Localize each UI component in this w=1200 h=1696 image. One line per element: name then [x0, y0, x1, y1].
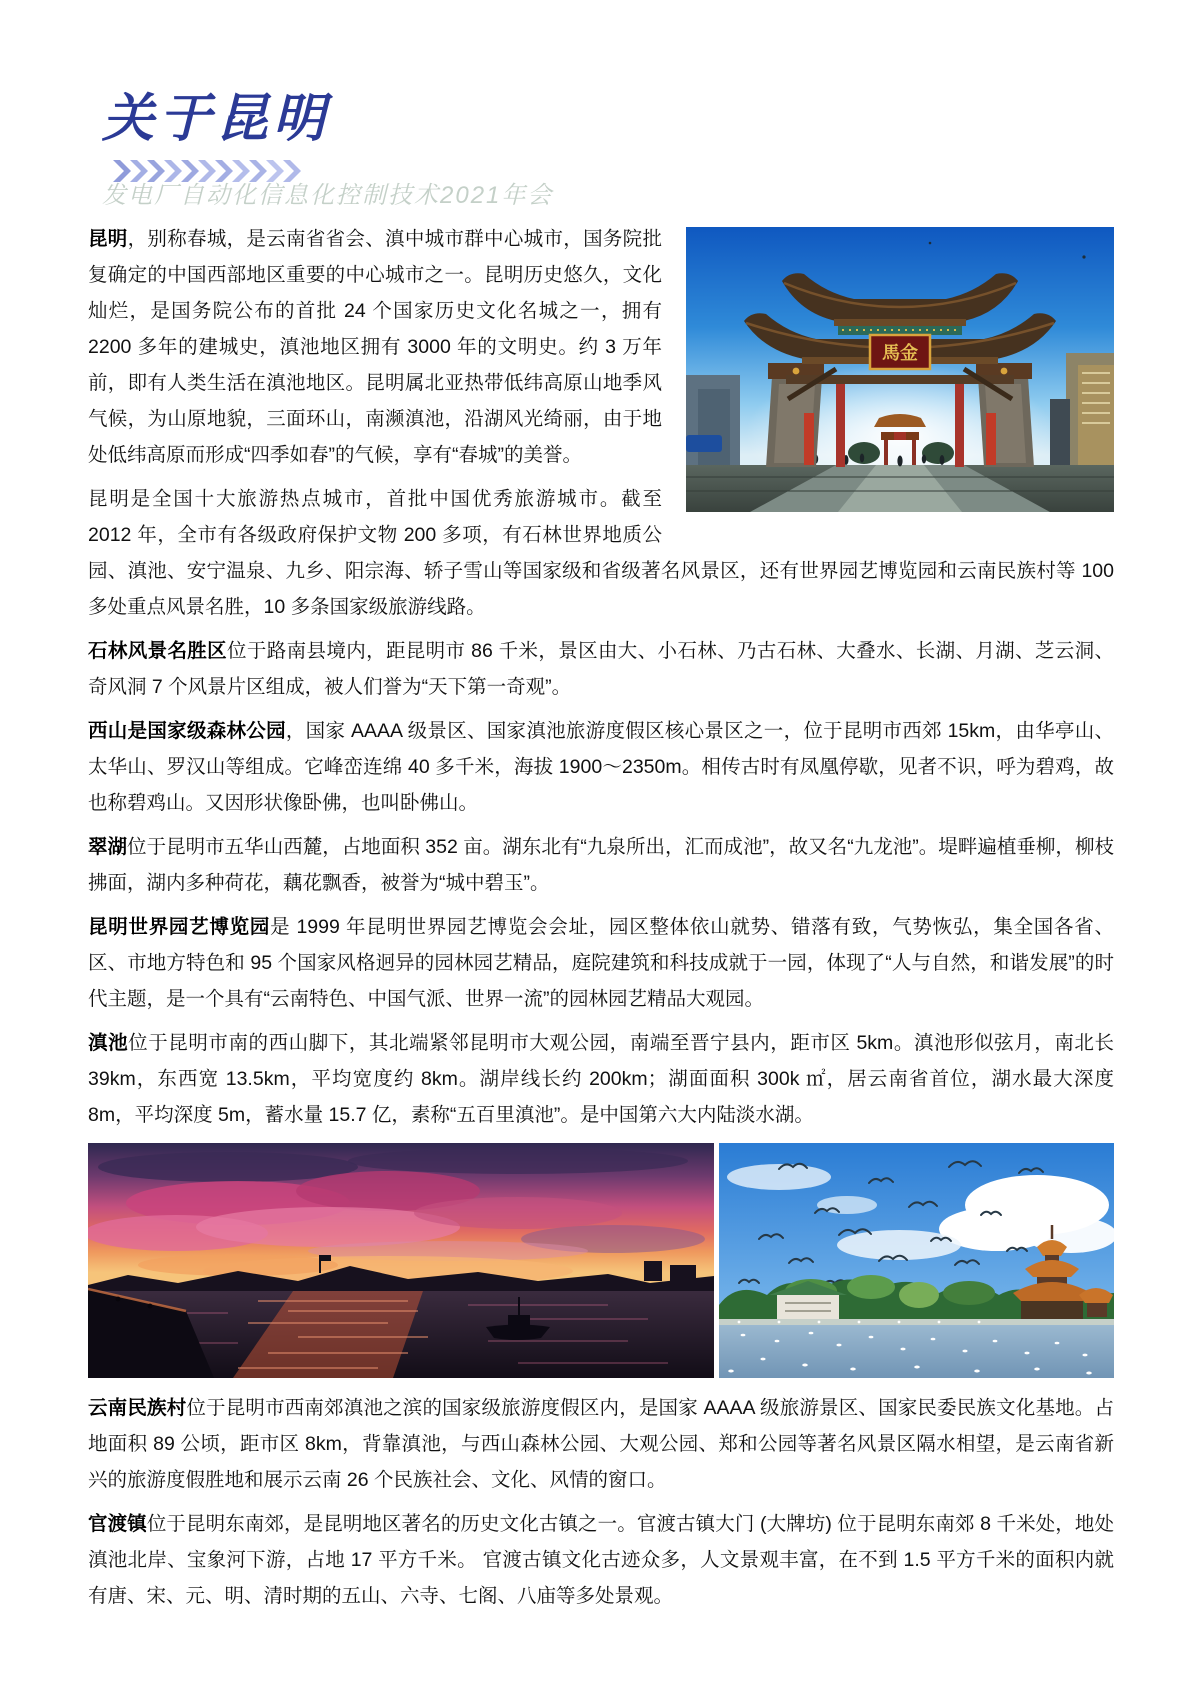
seagulls-pavilion-photo: [719, 1143, 1114, 1378]
paragraph-text: 位于昆明东南郊，是昆明地区著名的历史文化古镇之一。官渡古镇大门 (大牌坊) 位于昆明东南郊 8 千米处，地处滇池北岸、宝象河下游，占地 17 平方千米。 官渡古镇文化古迹众多，人文景观丰富，在不到 1.5 平方千米的面积内就有唐、宋、元、明、清时期的五山、六寺、七阁、八庙等多处景观。: [88, 1513, 1114, 1608]
paragraph-text: 位于昆明市西南郊滇池之滨的国家级旅游度假区内，是国家 AAAA 级旅游景区、国家民委民族文化基地。占地面积 89 公顷，距市区 8km，背靠滇池，与西山森林公园、大观公园、郑和公园等著名风景区隔水相望，是云南省新兴的旅游度假胜地和展示云南 26 个民族社会、文化、风情的窗口。: [88, 1397, 1114, 1492]
archway-plaque-text: 馬金: [882, 343, 918, 364]
photo-row: [88, 1143, 1114, 1378]
paragraph-ethnic-village: [88, 1390, 1114, 1498]
paragraph-lead: 云南民族村: [88, 1397, 187, 1420]
paragraph-guandu: [88, 1506, 1114, 1614]
paragraph-text: 位于昆明市五华山西麓，占地面积 352 亩。湖东北有“九泉所出，汇而成池”，故又名“九龙池”。堤畔遍植垂柳，柳枝拂面，湖内多种荷花，藕花飘香，被誉为“城中碧玉”。: [88, 836, 1114, 895]
paragraph-lead: 石林风景名胜区: [88, 640, 228, 663]
paragraph-lead: 昆明世界园艺博览园: [88, 916, 271, 939]
paragraph-xishan: [88, 713, 1114, 821]
paragraph-lead: 滇池: [88, 1032, 129, 1055]
document-body: [88, 221, 1114, 1614]
paragraph-text: ，国家 AAAA 级景区、国家滇池旅游度假区核心景区之一，位于昆明市西郊 15km，由华亭山、太华山、罗汉山等组成。它峰峦连绵 40 多千米，海拔 1900～2350m。相传古时有凤凰停歇，见者不识，呼为碧鸡，故也称碧鸡山。又因形状像卧佛，也叫卧佛山。: [88, 720, 1114, 815]
paragraph-text: 是 1999 年昆明世界园艺博览会会址，园区整体依山就势、错落有致，气势恢弘，集全国各省、区、市地方特色和 95 个国家风格迥异的园林园艺精品，庭院建筑和科技成就于一园，体现了“人与自然，和谐发展”的时代主题，是一个具有“云南特色、中国气派、世界一流”的园林园艺精品大观园。: [88, 916, 1114, 1011]
dianchi-sunset-photo: [88, 1143, 714, 1378]
paragraph-text: 位于路南县境内，距昆明市 86 千米，景区由大、小石林、乃古石林、大叠水、长湖、月湖、芝云洞、奇风洞 7 个风景片区组成，被人们誉为“天下第一奇观”。: [88, 640, 1114, 699]
paragraph-kunming-overview: [88, 221, 1114, 473]
paragraph-lead: 西山是国家级森林公园: [88, 720, 286, 743]
paragraph-lead: 昆明: [88, 228, 128, 251]
paragraph-text: 位于昆明市南的西山脚下，其北端紧邻昆明市大观公园，南端至晋宁县内，距市区 5km。滇池形似弦月，南北长 39km，东西宽 13.5km，平均宽度约 8km。湖岸线长约 200km；湖面面积 300k ㎡，居云南省首位，湖水最大深度 8m，平均深度 5m，蓄水量 15.7 亿，素称“五百里滇池”。是中国第六大内陆淡水湖。: [88, 1032, 1114, 1127]
jinma-archway-photo: [686, 227, 1114, 512]
chevron-arrows-icon: [112, 159, 322, 183]
paragraph-text: ，别称春城，是云南省省会、滇中城市群中心城市，国务院批复确定的中国西部地区重要的中心城市之一。昆明历史悠久，文化灿烂，是国务院公布的首批 24 个国家历史文化名城之一，拥有 2200 多年的建城史，滇池地区拥有 3000 年的文明史。约 3 万年前，即有人类生活在滇池地区。昆明属北亚热带低纬高原山地季风气候，为山原地貌，三面环山，南濒滇池，沿湖风光绮丽，由于地处低纬高原而形成“四季如春”的气候，享有“春城”的美誉。: [88, 228, 662, 467]
page-title: 关于昆明: [102, 88, 331, 149]
watermark-text: 发电厂自动化信息化控制技术2021年会: [102, 182, 554, 210]
paragraph-cuihu: [88, 829, 1114, 901]
paragraph-text: 昆明是全国十大旅游热点城市，首批中国优秀旅游城市。截至 2012 年，全市有各级政府保护文物 200 多项，有石林世界地质公园、滇池、安宁温泉、九乡、阳宗海、轿子雪山等国家级和省级著名风景区，还有世界园艺博览园和云南民族村等 100 多处重点风景名胜，10 多条国家级旅游线路。: [88, 488, 1114, 619]
paragraph-lead: 官渡镇: [88, 1513, 147, 1536]
paragraph-shilin: [88, 633, 1114, 705]
paragraph-lead: 翠湖: [88, 836, 128, 859]
paragraph-expo-garden: [88, 909, 1114, 1017]
paragraph-dianchi: [88, 1025, 1114, 1133]
